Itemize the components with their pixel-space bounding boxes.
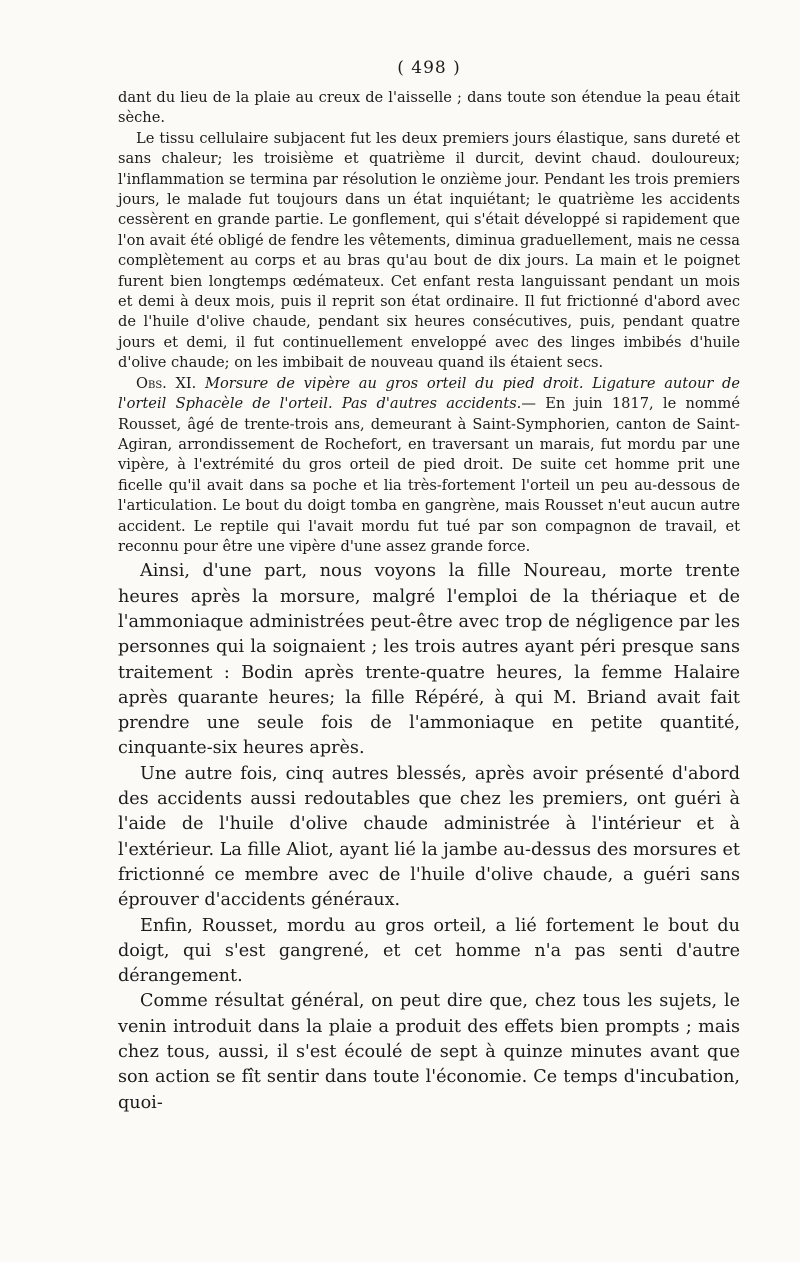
observation-title: Morsure de vipère au gros orteil du pied droit. Ligature autour de l'orteil Sphacèle de l'orteil. Pas d'autres accidents. bbox=[118, 374, 740, 413]
paragraph: Comme résultat général, on peut dire que, chez tous les sujets, le venin introduit dans la plaie a produit des effets bien prompts ; mais chez tous, aussi, il s'est écoulé de sept à quinze minutes avant que son action se fît sentir dans toute l'économie. Ce temps d'incubation, quoi- bbox=[118, 991, 740, 1113]
observation-paragraph bbox=[118, 374, 740, 558]
observation-label: Obs. XI. bbox=[136, 374, 197, 392]
paragraph: Ainsi, d'une part, nous voyons la fille Noureau, morte trente heures après la morsure, malgré l'emploi de la thériaque et de l'ammoniaque administrées peut-être avec trop de négligence par les personnes qui la soignaient ; les trois autres ayant péri presque sans traitement : Bodin après trente-quatre heures, la femme Halaire après quarante heures; la fille Répéré, à qui M. Briand avait fait prendre une seule fois de l'ammoniaque en petite quantité, cinquante-six heures après. bbox=[118, 561, 740, 759]
paragraph: dant du lieu de la plaie au creux de l'aisselle ; dans toute son étendue la peau était sèche. bbox=[118, 89, 740, 127]
page-number: ( 498 ) bbox=[397, 58, 461, 78]
small-print-section bbox=[118, 88, 740, 557]
paragraph: Le tissu cellulaire subjacent fut les deux premiers jours élastique, sans dureté et sans chaleur; les troisième et quatrième il durcit, devint chaud. douloureux; l'inflammation se termina par résolution le onzième jour. Pendant les trois premiers jours, le malade fut toujours dans un état inquiétant; le quatrième les accidents cessèrent en grande partie. Le gonflement, qui s'était développé si rapidement que l'on avait été obligé de fendre les vêtements, diminua graduellement, mais ne cessa complètement au corps et au bras qu'au bout de dix jours. La main et le poignet furent bien longtemps œdémateux. Cet enfant resta languissant pendant un mois et demi à deux mois, puis il reprit son état ordinaire. Il fut frictionné d'abord avec de l'huile d'olive chaude, pendant six heures consécutives, puis, pendant quatre jours et demi, il fut continuellement enveloppé avec des linges imbibés d'huile d'olive chaude; on les imbibait de nouveau quand ils étaient secs. bbox=[118, 129, 740, 372]
paragraph: Une autre fois, cinq autres blessés, après avoir présenté d'abord des accidents aussi redoutables que chez les premiers, ont guéri à l'aide de l'huile d'olive chaude administrée à l'intérieur et à l'extérieur. La fille Aliot, ayant lié la jambe au-dessus des morsures et frictionné ce membre avec de l'huile d'olive chaude, a guéri sans éprouver d'accidents généraux. bbox=[118, 763, 740, 911]
main-text-section bbox=[118, 559, 740, 1116]
observation-text: — En juin 1817, le nommé Rousset, âgé de trente-trois ans, demeurant à Saint-Symphorien, canton de Saint-Agiran, arrondissement de Rochefort, en traversant un marais, fut mordu par une vipère, à l'extrémité du gros orteil de pied droit. De suite cet homme prit une ficelle qu'il avait dans sa poche et lia très-fortement l'orteil un peu au-dessous de l'articulation. Le bout du doigt tomba en gangrène, mais Rousset n'eut aucun autre accident. Le reptile qui l'avait mordu fut tué par son compagnon de travail, et reconnu pour être une vipère d'une assez grande force. bbox=[118, 395, 740, 555]
paragraph: Enfin, Rousset, mordu au gros orteil, a lié fortement le bout du doigt, qui s'est gangrené, et cet homme n'a pas senti d'autre dérangement. bbox=[118, 915, 740, 987]
